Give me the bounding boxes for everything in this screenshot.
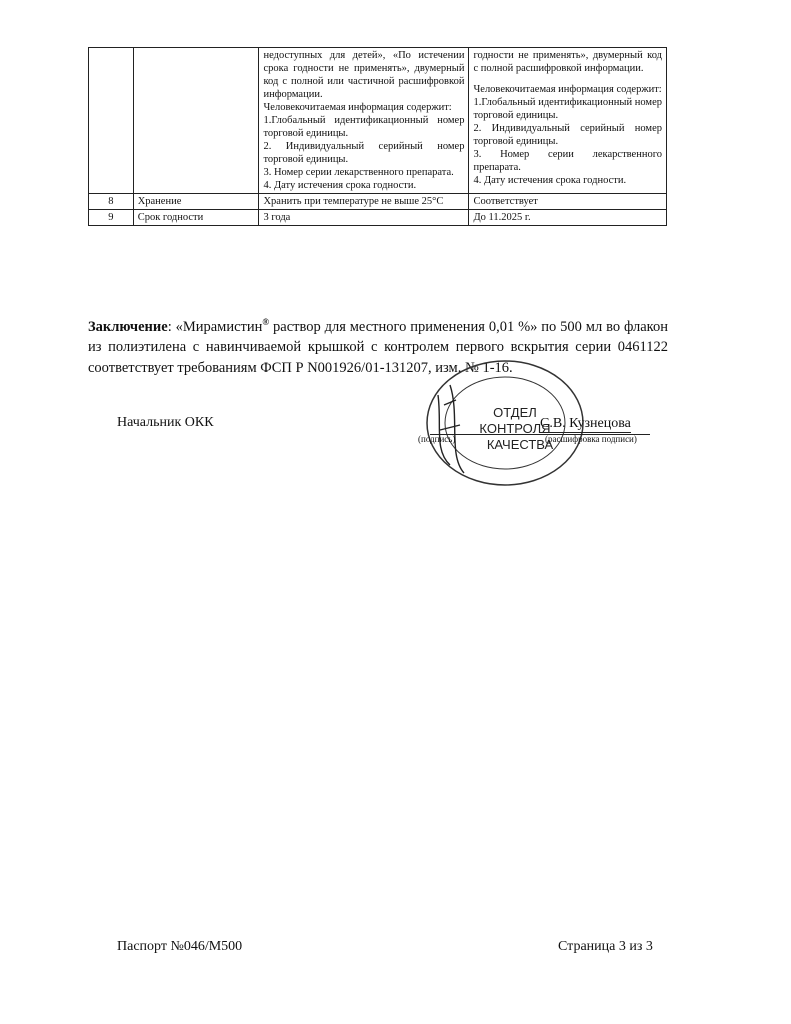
stamp-text-line2: КОНТРОЛЯ (479, 421, 551, 436)
res-line-4: 2. Индивидуальный серийный номер торговой единицы. (473, 123, 662, 147)
requirement-cell: 3 года (259, 210, 469, 226)
result-cell: До 11.2025 г. (469, 210, 667, 226)
registered-mark: ® (262, 316, 270, 327)
req-line-3: 1.Глобальный идентификационный номер торговой единицы. (263, 115, 465, 139)
stamp-text-line1: ОТДЕЛ (493, 405, 537, 420)
req-line-2: Человекочитаемая информация содержит: (263, 102, 452, 113)
result-cell (469, 48, 667, 194)
res-line-5: 3. Номер серии лекарственного препарата. (473, 149, 662, 173)
row-number-cell: 8 (89, 194, 134, 210)
req-line-6: 4. Дату истечения срока годности. (263, 180, 417, 191)
result-cell: Соответствует (469, 194, 667, 210)
conclusion-label: Заключение (88, 318, 168, 335)
signatory-position: Начальник ОКК (117, 415, 214, 430)
conclusion-text-start: : «Мирамистин (167, 318, 263, 335)
row-name-cell: Срок годности (133, 210, 259, 226)
table-row-storage (89, 194, 667, 210)
passport-number: Паспорт №046/М500 (117, 939, 243, 954)
row-name-cell (133, 48, 259, 194)
table-row-shelf-life (89, 210, 667, 226)
spec-table (88, 47, 667, 226)
conclusion-text-end: раствор для местного применения 0,01 %» по 500 мл во флакон из полиэтилена с навинчиваемой крышкой с контролем первого вскрытия серии 0461122 соответствует требованиям ФСП Р N001926/01-131207, изм. № 1-16. (88, 318, 668, 377)
res-line-3: 1.Глобальный идентификационный номер торговой единицы. (473, 97, 662, 121)
requirement-cell: Хранить при температуре не выше 25°С (259, 194, 469, 210)
req-line-5: 3. Номер серии лекарственного препарата. (263, 167, 454, 178)
table-row-continued (89, 48, 667, 194)
req-line-1: недоступных для детей», «По истечении срока годности не применять», двумерный код с полной или частичной расшифровкой информации. (263, 50, 465, 100)
requirement-cell (259, 48, 469, 194)
name-caption: (расшифровка подписи) (545, 434, 637, 444)
res-line-2: Человекочитаемая информация содержит: (473, 84, 662, 95)
row-name-cell: Хранение (133, 194, 259, 210)
row-number-cell: 9 (89, 210, 134, 226)
res-line-1: годности не применять», двумерный код с полной расшифровкой информации. (473, 50, 662, 74)
res-line-6: 4. Дату истечения срока годности. (473, 175, 627, 186)
page-number: Страница 3 из 3 (558, 939, 653, 954)
signatory-name: С.В. Кузнецова (540, 416, 631, 431)
req-line-4: 2. Индивидуальный серийный номер торговой единицы. (263, 141, 465, 165)
stamp-text-line3: КАЧЕСТВА (486, 437, 554, 452)
signature-caption: (подпись) (418, 434, 456, 444)
row-number-cell (89, 48, 134, 194)
